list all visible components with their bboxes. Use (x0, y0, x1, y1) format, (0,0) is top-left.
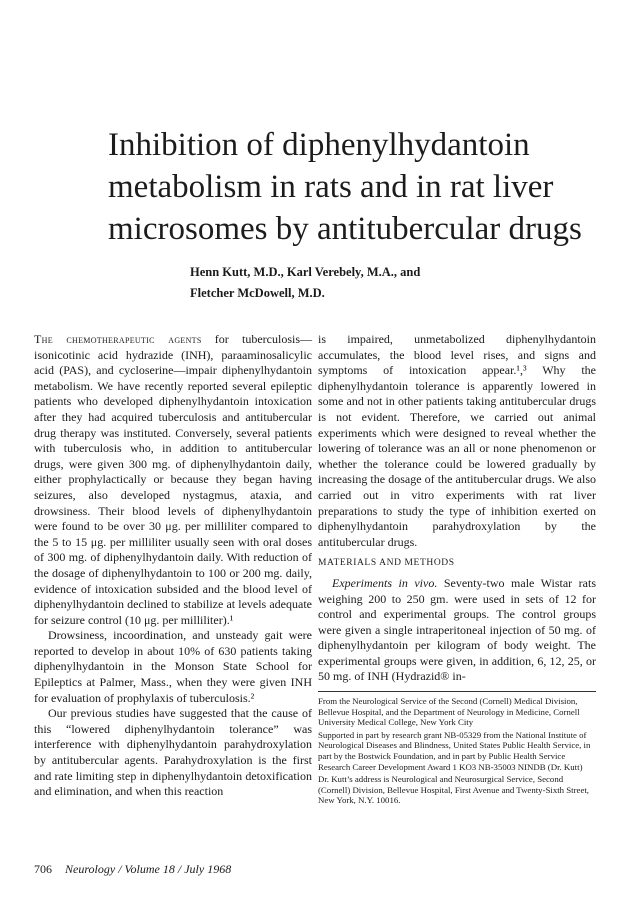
right-column (318, 332, 596, 808)
paragraph-text: Seventy-two male Wistar rats weighing 200 to 250 gm. were used in sets of 12 for control and experimental groups. The control groups were given a single intraperitoneal injection of 50 mg. of diphenylhydantoin per kilogram of body weight. The experimental groups were given, in addition, 6, 12, 25, or 50 mg. of INH (Hydrazid® in- (318, 575, 596, 684)
body-paragraph (318, 576, 596, 685)
author-block (190, 262, 420, 304)
body-paragraph (34, 332, 312, 628)
title-line: metabolism in rats and in rat liver (108, 169, 554, 205)
author-line: Henn Kutt, M.D., Karl Verebely, M.A., and (190, 265, 421, 279)
subsection-lead: Experiments in vivo. (332, 575, 438, 590)
page-footer (34, 862, 231, 877)
body-paragraph: is impaired, unmetabolized diphenylhydantoin accumulates, the blood level rises, and signs and symptoms of intoxication appear.¹,³ Why the diphenylhydantoin tolerance is apparently lowered in some and not in other patients taking antitubercular drugs is not evident. Therefore, we carried out animal experiments which were designed to reveal whether the lowering of tolerance was an all or none phenomenon or whether the tolerance could be lowered gradually by increasing the dosage of the antitubercular drugs. We also carried out in vitro experiments with rat liver preparations to study the type of inhibition exerted on diphenylhydantoin parahydroxylation by the antitubercular drugs. (318, 332, 596, 549)
body-paragraph: Drowsiness, incoordination, and unsteady gait were reported to develop in about 10% of 630 patients taking diphenylhydantoin in the Monson State School for Epileptics at Palmer, Mass., when they were given INH for evaluation of prophylaxis of tuberculosis.² (34, 628, 312, 705)
title-line: Inhibition of diphenylhydantoin (108, 127, 530, 163)
left-column (34, 332, 312, 800)
page-number: 706 (34, 862, 52, 876)
article-title (108, 124, 588, 250)
footnote-address: Dr. Kutt’s address is Neurological and Neurosurgical Service, Second (Cornell) Division, Bellevue Hospital, First Avenue and Twenty-Sixth Street, New York, N.Y. 10016. (318, 774, 589, 806)
paragraph-text: for tuberculosis—isonicotinic acid hydrazide (INH), paraaminosalicylic acid (PAS), and cycloserine—impair diphenylhydantoin metabolism. We have recently reported several epileptic patients who developed diphenylhydantoin intoxication after they had acquired tuberculosis and antitubercular drug therapy was instituted. Conversely, several patients with tuberculosis who, in addition to antitubercular drugs, were given 300 mg. of diphenylhydantoin daily, either prophylactically or because they began having seizures, also developed nystagmus, ataxia, and drowsiness. Their blood levels of diphenylhydantoin were found to be over 30 μg. per milliliter compared to the 5 to 15 μg. per milliliter usually seen with oral doses of 300 mg. of diphenylhydantoin daily. With reduction of the dosage of diphenylhydantoin to 100 or 200 mg. daily, evidence of intoxication subsided and the blood level of diphenylhydantoin declined to stabilize at levels adequate for seizure control (10 μg. per milliliter).¹ (34, 332, 312, 627)
journal-citation: Neurology / Volume 18 / July 1968 (65, 862, 232, 876)
body-paragraph: Our previous studies have suggested that the cause of this “lowered diphenylhydantoin tolerance” was interference with diphenylhydantoin parahydroxylation by antitubercular agents. Parahydroxylation is the first and rate limiting step in diphenylhydantoin detoxification and elimination, and when this reaction (34, 706, 312, 799)
footnote-support: Supported in part by research grant NB-05329 from the National Institute of Neurological Diseases and Blindness, United States Public Health Service, in part by the Bostwick Foundation, and in part by Public Health Service Research Career Development Award 1 KO3 NB-35003 NINDB (Dr. Kutt) (318, 729, 591, 772)
footnote-affiliation: From the Neurological Service of the Second (Cornell) Medical Division, Bellevue Hospital, and the Department of Neurology in Medicine, Cornell University Medical College, New York City (318, 696, 580, 728)
author-line: Fletcher McDowell, M.D. (190, 286, 325, 300)
footnotes (318, 696, 596, 806)
footnote-divider (318, 691, 596, 692)
section-heading: MATERIALS AND METHODS (318, 558, 455, 569)
lead-in: The chemotherapeutic agents (34, 332, 202, 346)
title-line: microsomes by antitubercular drugs (108, 211, 582, 247)
